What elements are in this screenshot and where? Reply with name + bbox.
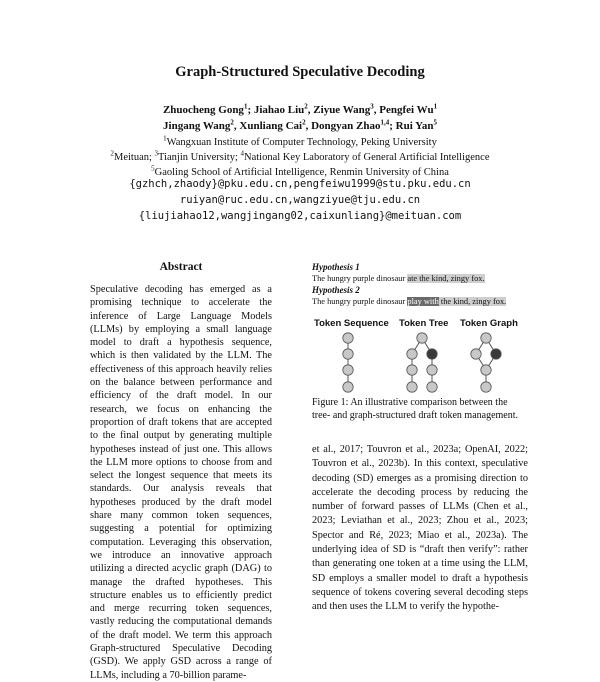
author-affil-mark: 1,4: [380, 118, 390, 127]
email-line: {gzhch,zhaody}@pku.edu.cn,pengfeiwu1999@stu.pku.edu.cn: [129, 178, 471, 190]
token-node: [481, 365, 491, 375]
token-graph-diagram: [471, 333, 501, 392]
author-affil-mark: 2: [304, 102, 308, 111]
body-text-column-2: et al., 2017; Touvron et al., 2023a; OpenAI, 2022; Touvron et al., 2023b). In this context, speculative decoding (SD) emerges as a promising direction to accelerate the decoding process by reducing the number of forward passes of LLMs (Chen et al., 2023; Leviathan et al., 2023; Zhou et al., 2023; Spector and Ré, 2023; Miao et al., 2023a). The underlying idea of SD is “draft then verify”: rather than generating one token at a time using the LLM, SD employs a smaller model to draft a hypothesis sequence of tokens covering several decoding steps and then uses the LLM to verify the hypothe-: [312, 444, 528, 613]
affiliation-line-2: [0, 150, 600, 165]
hypothesis-1-label: Hypothesis 1: [312, 262, 360, 272]
author-affil-mark: 5: [433, 118, 437, 127]
token-graph-label: Token Graph: [460, 318, 518, 329]
affil-mark: 5: [151, 164, 155, 173]
token-node: [481, 382, 491, 392]
hypothesis-highlight: ate the kind, zingy fox.: [407, 274, 485, 283]
hypothesis-divergent-highlight: play with: [407, 297, 439, 306]
token-node: [343, 365, 353, 375]
author-name: ; Jiahao Liu: [247, 104, 305, 116]
author-affil-mark: 1: [433, 102, 438, 111]
token-node: [471, 349, 481, 359]
token-sequence-diagram: [343, 333, 353, 392]
affiliation-line-1: [0, 135, 600, 150]
hypothesis-1-text: [312, 273, 528, 285]
author-name: , Xunliang Cai: [233, 120, 303, 132]
token-node: [427, 382, 437, 392]
email-line: {liujiahao12,wangjingang02,caixunliang}@meituan.com: [138, 210, 462, 222]
token-structure-diagram: [312, 332, 528, 394]
author-affil-mark: 2: [230, 118, 234, 127]
hypothesis-2-label: Hypothesis 2: [312, 285, 360, 295]
token-node: [407, 349, 417, 359]
author-line-2: [0, 118, 600, 134]
author-name: , Dongyan Zhao: [305, 120, 381, 132]
token-node: [407, 365, 417, 375]
paper-title: Graph-Structured Speculative Decoding: [175, 64, 425, 80]
affiliation-text: Gaoling School of Artificial Intelligence, Renmin University of China: [154, 167, 449, 178]
author-name: ; Rui Yan: [389, 120, 434, 132]
author-affil-mark: 2: [302, 118, 306, 127]
email-line: ruiyan@ruc.edu.cn,wangziyue@tju.edu.cn: [179, 194, 421, 206]
affiliation-text: Wangxuan Institute of Computer Technology, Peking University: [166, 137, 437, 148]
author-name: , Ziyue Wang: [307, 104, 371, 116]
affiliations: [0, 135, 600, 180]
author-line-1: [0, 102, 600, 118]
token-sequence-label: Token Sequence: [314, 318, 389, 329]
hypothesis-highlight: the kind, zingy fox.: [438, 297, 507, 306]
token-node: [427, 365, 437, 375]
author-emails: [0, 176, 600, 224]
author-name: Zhuocheng Gong: [162, 104, 244, 116]
token-node: [427, 349, 437, 359]
figure-caption: Figure 1: An illustrative comparison between the tree- and graph-structured draft token management.: [312, 397, 519, 421]
affil-mark: 1: [163, 134, 167, 143]
hypothesis-2-text: [312, 296, 528, 308]
figure-1: [312, 262, 528, 421]
hypothesis-prefix: The hungry purple dinosaur: [312, 274, 408, 283]
affil-mark: 2: [110, 149, 114, 158]
author-name: Jingang Wang: [163, 120, 231, 132]
token-node: [481, 333, 491, 343]
author-name: , Pengfei Wu: [373, 104, 434, 116]
token-node: [343, 382, 353, 392]
author-affil-mark: 1: [243, 102, 248, 111]
token-node: [343, 333, 353, 343]
token-node: [343, 349, 353, 359]
author-list: [0, 102, 600, 134]
affiliation-text: Tianjin University;: [158, 152, 241, 163]
hypothesis-prefix: The hungry purple dinosaur: [312, 297, 408, 306]
affil-mark: 3: [154, 149, 159, 158]
abstract-heading: Abstract: [159, 261, 203, 273]
affiliation-text: Meituan;: [114, 152, 155, 163]
token-node: [491, 349, 501, 359]
affil-mark: 4: [240, 149, 244, 158]
token-tree-label: Token Tree: [399, 318, 449, 329]
token-node: [407, 382, 417, 392]
token-node: [417, 333, 427, 343]
affiliation-text: National Key Laboratory of General Artificial Intelligence: [244, 152, 490, 163]
token-tree-diagram: [407, 333, 437, 392]
diagram-labels: [312, 318, 528, 332]
author-affil-mark: 3: [370, 102, 374, 111]
abstract-text: Speculative decoding has emerged as a promising technique to accelerate the inference of Large Language Models (LLMs) by employing a small language model to draft a hypothesis sequence, which is then validated by the LLM. The effectiveness of this approach heavily relies on the balance between performance and efficiency of the draft model. In our research, we focus on enhancing the proportion of draft tokens that are accepted to the final output by generating multiple hypotheses instead of just one. This allows the LLM more options to choose from and select the longest sequence that meets its standards. Our analysis reveals that hypotheses produced by the draft model share many common token sequences, suggesting a potential for optimizing computation. Leveraging this observation, we introduce an innovative approach utilizing a directed acyclic graph (DAG) to manage the drafted hypotheses. This structure enables us to efficiently predict and merge recurring token sequences, vastly reducing the computational demands of the draft model. We term this approach Graph-structured Speculative Decoding (GSD). We apply GSD across a range of LLMs, including a 70-billion parame-: [90, 284, 272, 681]
